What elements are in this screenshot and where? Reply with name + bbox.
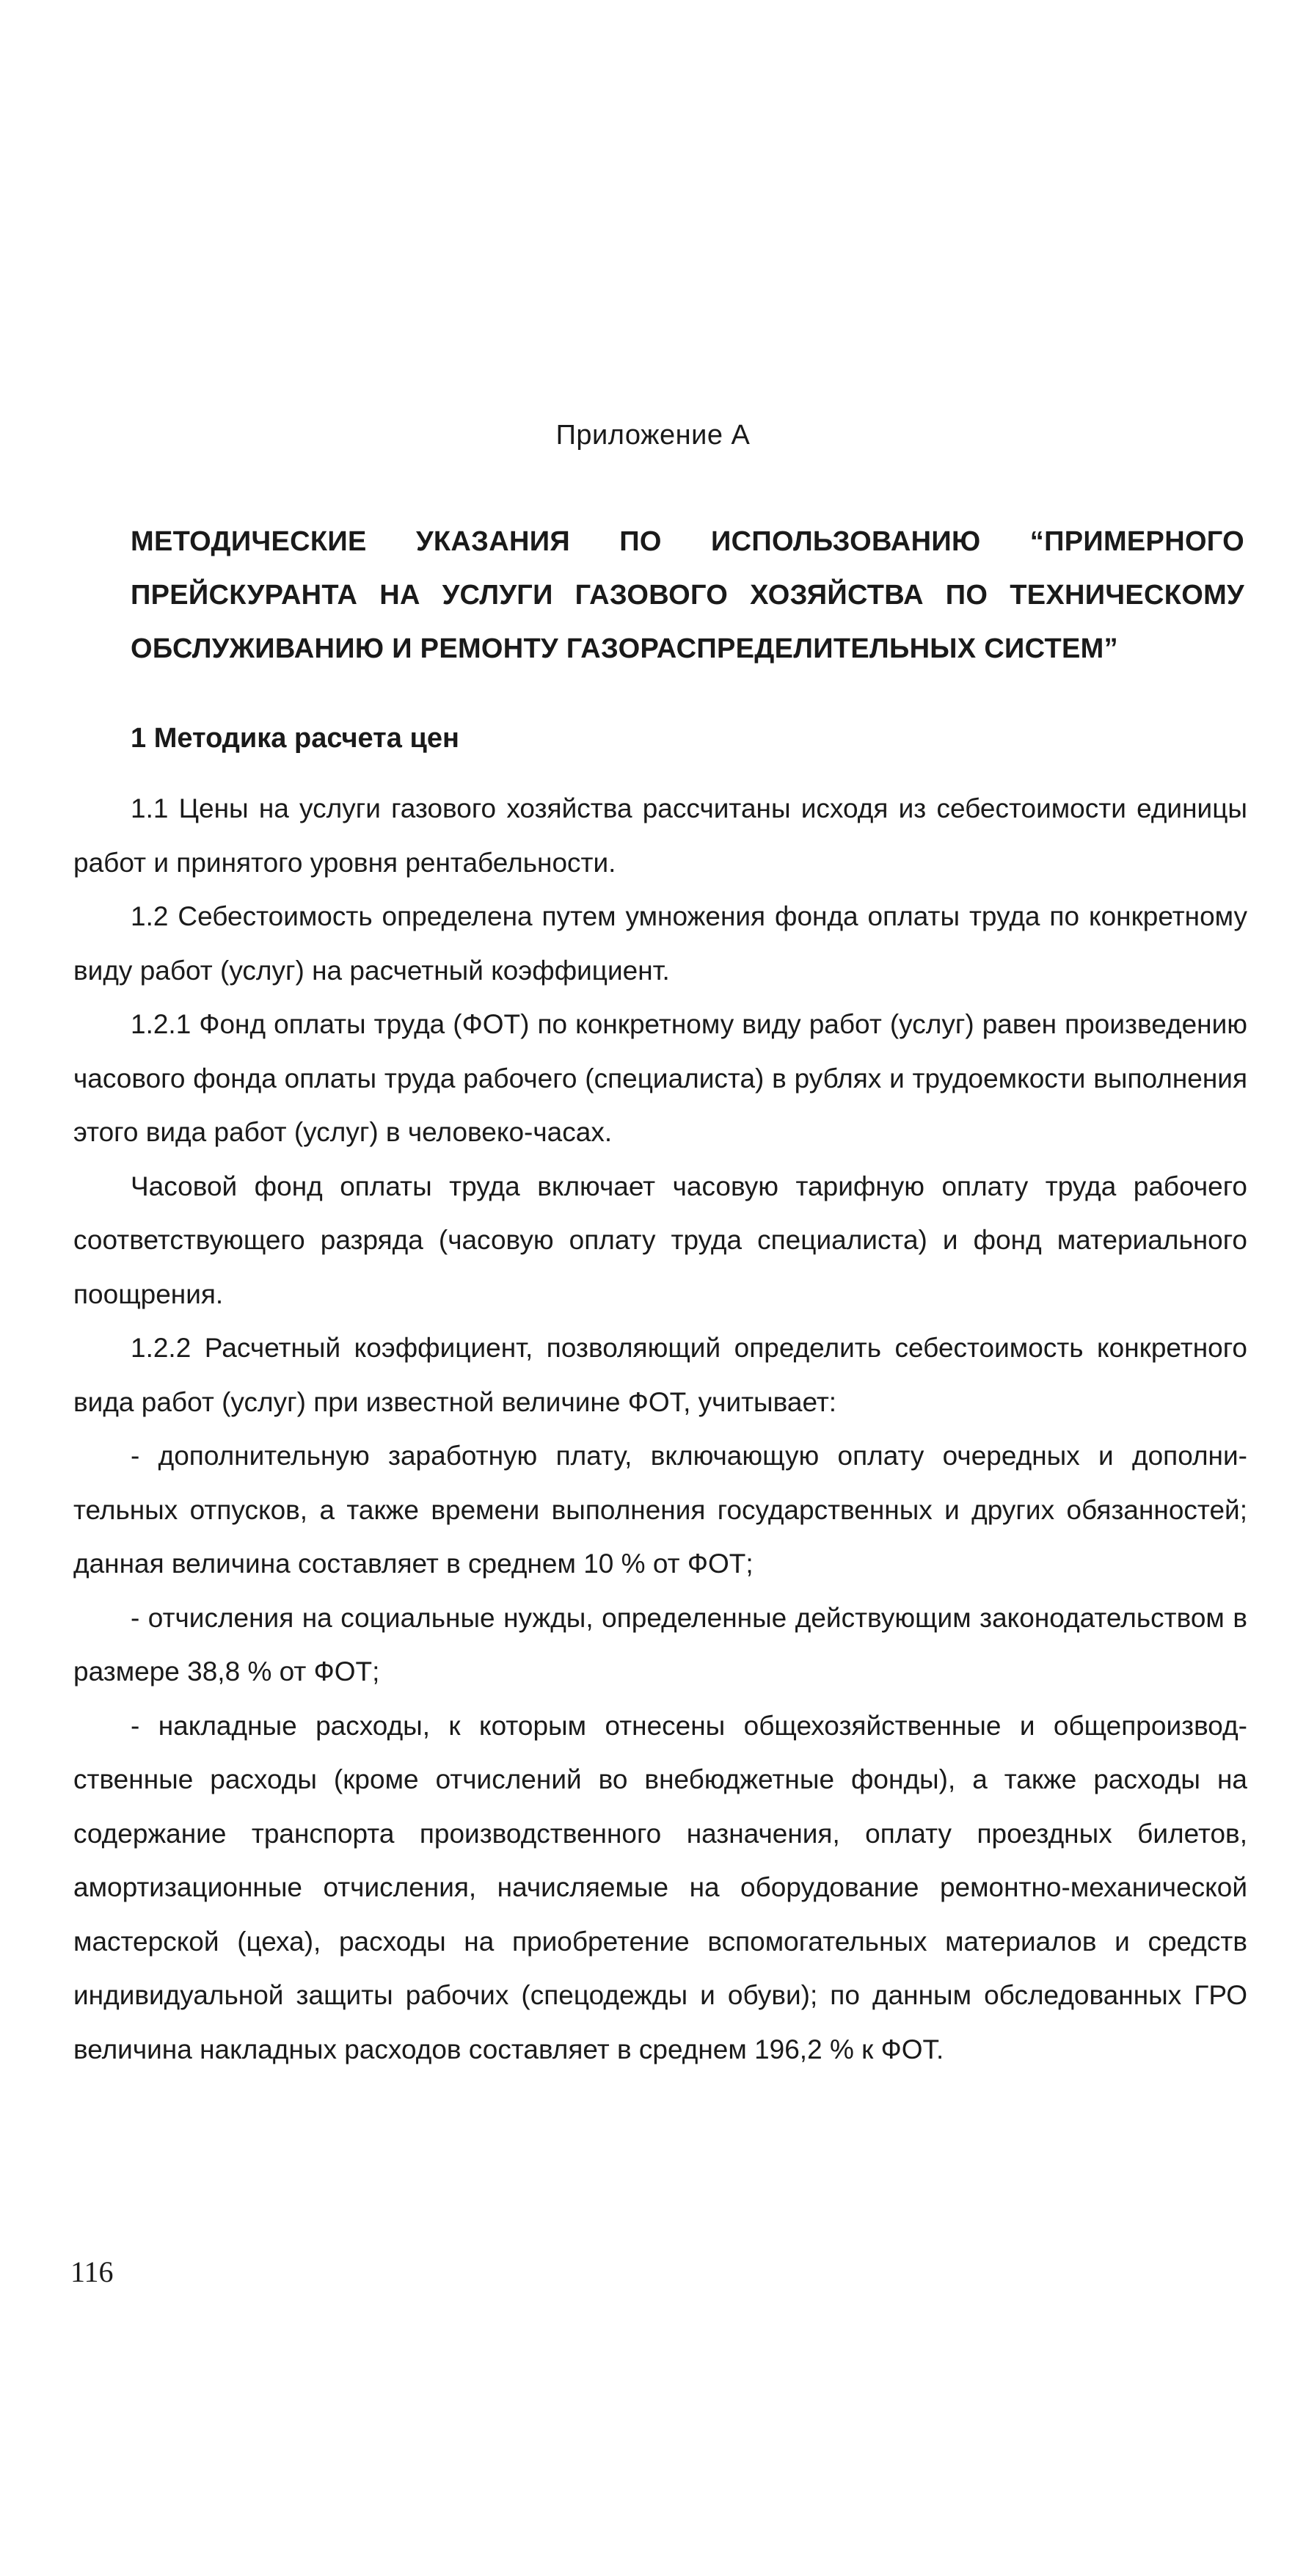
paragraph-hourly-fund: Часовой фонд оплаты труда включает часовую тарифную оплату труда рабочего соответствующего разряда (часовую оплату труда специалиста) и фонд материального поощрения.: [73, 1171, 1247, 1309]
list-item-additional-pay: - дополнительную заработную плату, включающую оплату очередных и дополнительных отпусков, а также времени выполнения государственных и других обязанностей; данная величина составляет в среднем 10 % от ФОТ;: [73, 1441, 1247, 1579]
list-item-overhead: - накладные расходы, к которым отнесены общехозяйственные и общепроизводственные расходы (кроме отчислений во внебюджетные фонды), а также расходы на содержание транспорта производственного назначения, оплату проездных билетов, амортизационные отчисления, начисляемые на оборудование ремонтно-механической мастерской (цеха), расходы на приобретение вспомогательных материалов и средств индивидуальной защиты рабочих (спецодежды и обуви); по данным обследованных ГРО величина накладных расходов составляет в среднем 196,2 % к ФОТ.: [73, 1710, 1247, 2064]
list-item-social-deductions: - отчисления на социальные нужды, определенные действующим законодательством в размере 38,8 % от ФОТ;: [73, 1602, 1247, 1687]
body-text: [73, 782, 1247, 2076]
appendix-label: Приложение А: [555, 420, 751, 451]
paragraph-1-2-2: 1.2.2 Расчетный коэффициент, позволяющий определить себестоимость конкретного вида работ (услуг) при известной величине ФОТ, учитывает:: [73, 1333, 1247, 1417]
paragraph-1-2-1: 1.2.1 Фонд оплаты труда (ФОТ) по конкретному виду работ (услуг) равен произведению часового фонда оплаты труда рабочего (специалиста) в рублях и трудоемкости выполнения этого вида работ (услуг) в человеко-часах.: [73, 1009, 1247, 1147]
paragraph-1-2: 1.2 Себестоимость определена путем умножения фонда оплаты труда по конкретному виду работ (услуг) на расчетный коэффициент.: [73, 901, 1247, 986]
page-number: 116: [70, 2255, 114, 2288]
section-heading: 1 Методика расчета цен: [131, 723, 459, 754]
document-title: МЕТОДИЧЕСКИЕ УКАЗАНИЯ ПО ИСПОЛЬЗОВАНИЮ “ПРИМЕРНОГО ПРЕЙСКУРАНТА НА УСЛУГИ ГАЗОВОГО ХОЗЯЙСТВА ПО ТЕХНИЧЕСКОМУ ОБСЛУЖИВАНИЮ И РЕМОНТУ ГАЗОРАСПРЕДЕЛИТЕЛЬНЫХ СИСТЕМ”: [131, 526, 1244, 664]
paragraph-1-1: 1.1 Цены на услуги газового хозяйства рассчитаны исходя из себестоимости единицы работ и принятого уровня рентабельности.: [73, 793, 1247, 878]
